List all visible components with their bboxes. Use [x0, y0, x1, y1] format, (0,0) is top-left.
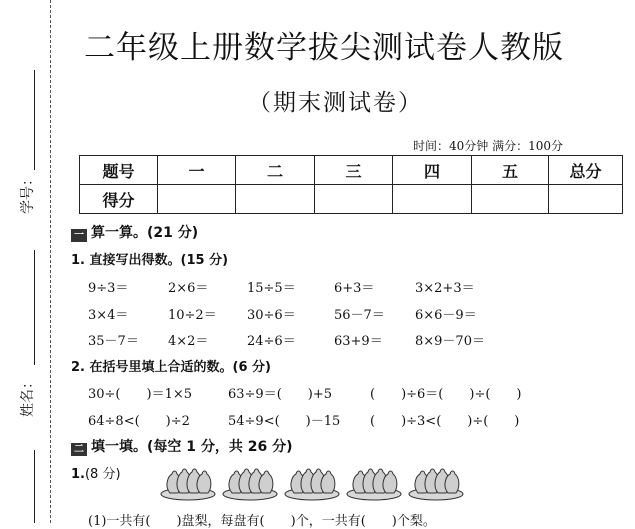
score-cell[interactable] [236, 185, 315, 214]
score-table-score-row [80, 185, 623, 214]
section-2-heading [71, 436, 293, 456]
exam-meta: 时间：40分钟 满分：100分 [413, 139, 563, 153]
s2-q1-label [71, 463, 121, 482]
s2-q1-number: 1. [71, 467, 85, 482]
score-cell[interactable] [549, 185, 623, 214]
header-cell: 题号 [80, 156, 158, 185]
header-cell: 四 [393, 156, 472, 185]
pear-plates-illustration [160, 462, 470, 502]
binding-line-middle [34, 250, 35, 365]
header-cell: 三 [315, 156, 393, 185]
math-item: 9÷3＝ [88, 281, 129, 296]
q1-label: 1. 直接写出得数。(15 分) [71, 253, 229, 268]
math-item: 30÷6＝ [247, 308, 296, 323]
page-subtitle: （期末测试卷） [248, 90, 423, 116]
math-item: 3×4＝ [88, 308, 129, 323]
math-item: 8×9－70＝ [415, 334, 485, 349]
math-item: 6+3＝ [334, 281, 375, 296]
header-cell: 五 [472, 156, 549, 185]
header-cell: 二 [236, 156, 315, 185]
pear-plate [223, 469, 277, 500]
score-cell[interactable] [393, 185, 472, 214]
pear-plate [409, 469, 463, 500]
s2-q1-sub1: (1)一共有( )盘梨，每盘有( )个，一共有( )个梨。 [88, 514, 436, 529]
header-cell: 一 [158, 156, 236, 185]
score-cell[interactable] [315, 185, 393, 214]
math-item: 10÷2＝ [168, 308, 217, 323]
pear-plate [347, 469, 401, 500]
math-item: 2×6＝ [168, 281, 209, 296]
name-label: 姓名： [20, 375, 36, 417]
binding-line-top [34, 70, 35, 170]
pear-plate [285, 469, 339, 500]
s2-q1-points: (8 分) [84, 467, 121, 482]
score-table-header-row [80, 156, 623, 185]
math-item: 24÷6＝ [247, 334, 296, 349]
math-item: 15÷5＝ [247, 281, 296, 296]
student-number-label: 学号： [20, 172, 36, 214]
fill-item: ( )÷3<( )÷( ) [370, 414, 520, 429]
math-item: 35－7＝ [88, 334, 139, 349]
section-2-title: 填一填。(每空 1 分，共 26 分) [91, 439, 293, 455]
score-row-label: 得分 [80, 185, 158, 214]
math-item: 63+9＝ [334, 334, 383, 349]
math-item: 3×2+3＝ [415, 281, 475, 296]
math-item: 6×6－9＝ [415, 308, 477, 323]
section-1-title: 算一算。(21 分) [91, 225, 199, 241]
fill-item: 54÷9<( )－15 [228, 414, 341, 429]
fill-item: 64÷8<( )÷2 [88, 414, 190, 429]
score-table [79, 155, 623, 214]
pear-plate [161, 469, 215, 500]
fill-item: ( )÷6＝( )÷( ) [370, 387, 522, 402]
header-cell: 总分 [549, 156, 623, 185]
cut-line [50, 0, 51, 523]
section-1-heading [71, 222, 198, 242]
fill-item: 30÷( )＝1×5 [88, 387, 193, 402]
math-item: 4×2＝ [168, 334, 209, 349]
section-1-number-icon: 一 [71, 229, 87, 242]
score-cell[interactable] [158, 185, 236, 214]
score-cell[interactable] [472, 185, 549, 214]
page-title: 二年级上册数学拔尖测试卷人教版 [84, 30, 564, 66]
section-2-number-icon: 二 [71, 443, 87, 456]
math-item: 56－7＝ [334, 308, 385, 323]
binding-line-bottom [34, 450, 35, 523]
q2-label: 2. 在括号里填上合适的数。(6 分) [71, 360, 271, 375]
fill-item: 63÷9＝( )+5 [228, 387, 333, 402]
